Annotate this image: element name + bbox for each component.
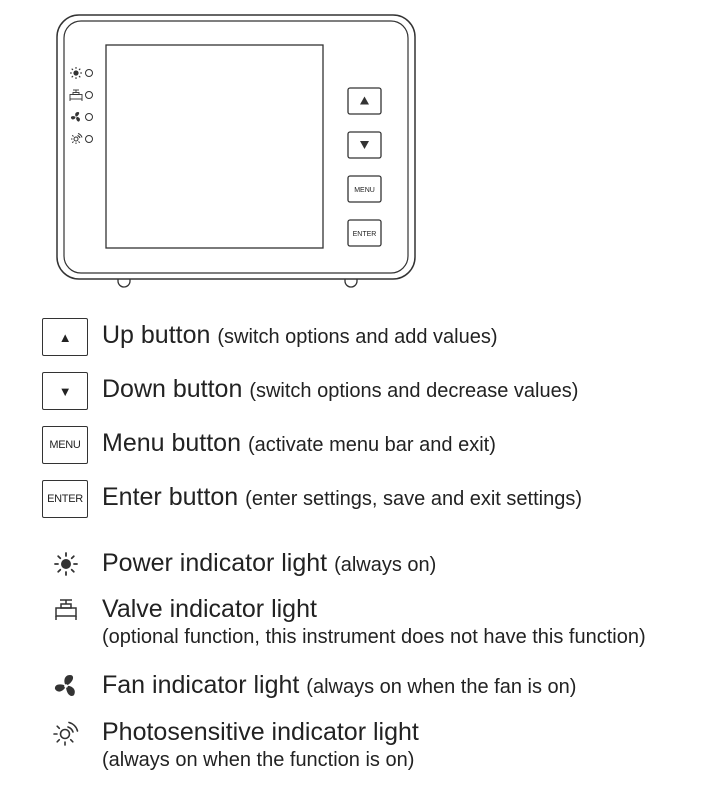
down-button-icon [42, 372, 88, 410]
down-triangle-glyph: ▼ [58, 383, 72, 399]
photosensitive-icon [48, 715, 84, 751]
fan-indicator-name: Fan indicator light [102, 671, 300, 699]
menu-glyph: MENU [49, 439, 81, 451]
device-up-button[interactable] [348, 88, 381, 114]
enter-glyph: ENTER [47, 493, 83, 505]
menu-button-name: Menu button [102, 429, 241, 457]
device-enter-button[interactable] [348, 220, 381, 246]
power-sun-icon [48, 546, 84, 582]
menu-button-icon [42, 426, 88, 464]
up-triangle-glyph: ▲ [58, 329, 72, 345]
power-indicator-text [102, 548, 436, 580]
down-button-desc: (switch options and decrease values) [249, 380, 579, 402]
up-button-text [102, 320, 498, 352]
fan-indicator-desc: (always on when the fan is on) [306, 676, 577, 698]
fan-led [86, 114, 93, 121]
fan-icon [48, 668, 84, 704]
photosensitive-indicator-desc: (always on when the function is on) [102, 749, 415, 771]
valve-indicator-text [102, 594, 646, 650]
up-button-desc: (switch options and add values) [217, 326, 498, 348]
valve-led [86, 92, 93, 99]
enter-button-name: Enter button [102, 483, 239, 511]
enter-button-icon [42, 480, 88, 518]
valve-indicator-desc: (optional function, this instrument does not have this function) [102, 626, 646, 648]
up-button-icon [42, 318, 88, 356]
display-screen [106, 45, 323, 248]
power-indicator-desc: (always on) [334, 554, 437, 576]
power-indicator-name: Power indicator light [102, 549, 328, 577]
photosensitive-led [86, 136, 93, 143]
up-button-name: Up button [102, 321, 211, 349]
photosensitive-indicator-name: Photosensitive indicator light [102, 718, 419, 746]
down-button-name: Down button [102, 375, 243, 403]
device-enter-label: ENTER [352, 231, 377, 238]
menu-button-desc: (activate menu bar and exit) [247, 434, 496, 456]
enter-button-text [102, 482, 582, 514]
controller-device [0, 0, 725, 300]
valve-icon [48, 592, 84, 628]
device-menu-button[interactable] [348, 176, 381, 202]
enter-button-desc: (enter settings, save and exit settings) [245, 488, 583, 510]
fan-indicator-text [102, 670, 576, 702]
valve-indicator-name: Valve indicator light [102, 595, 317, 623]
device-down-button[interactable] [348, 132, 381, 158]
device-menu-label: MENU [354, 187, 375, 194]
power-led [86, 70, 93, 77]
menu-button-text [102, 428, 496, 460]
down-button-text [102, 374, 578, 406]
photosensitive-indicator-text [102, 717, 419, 773]
